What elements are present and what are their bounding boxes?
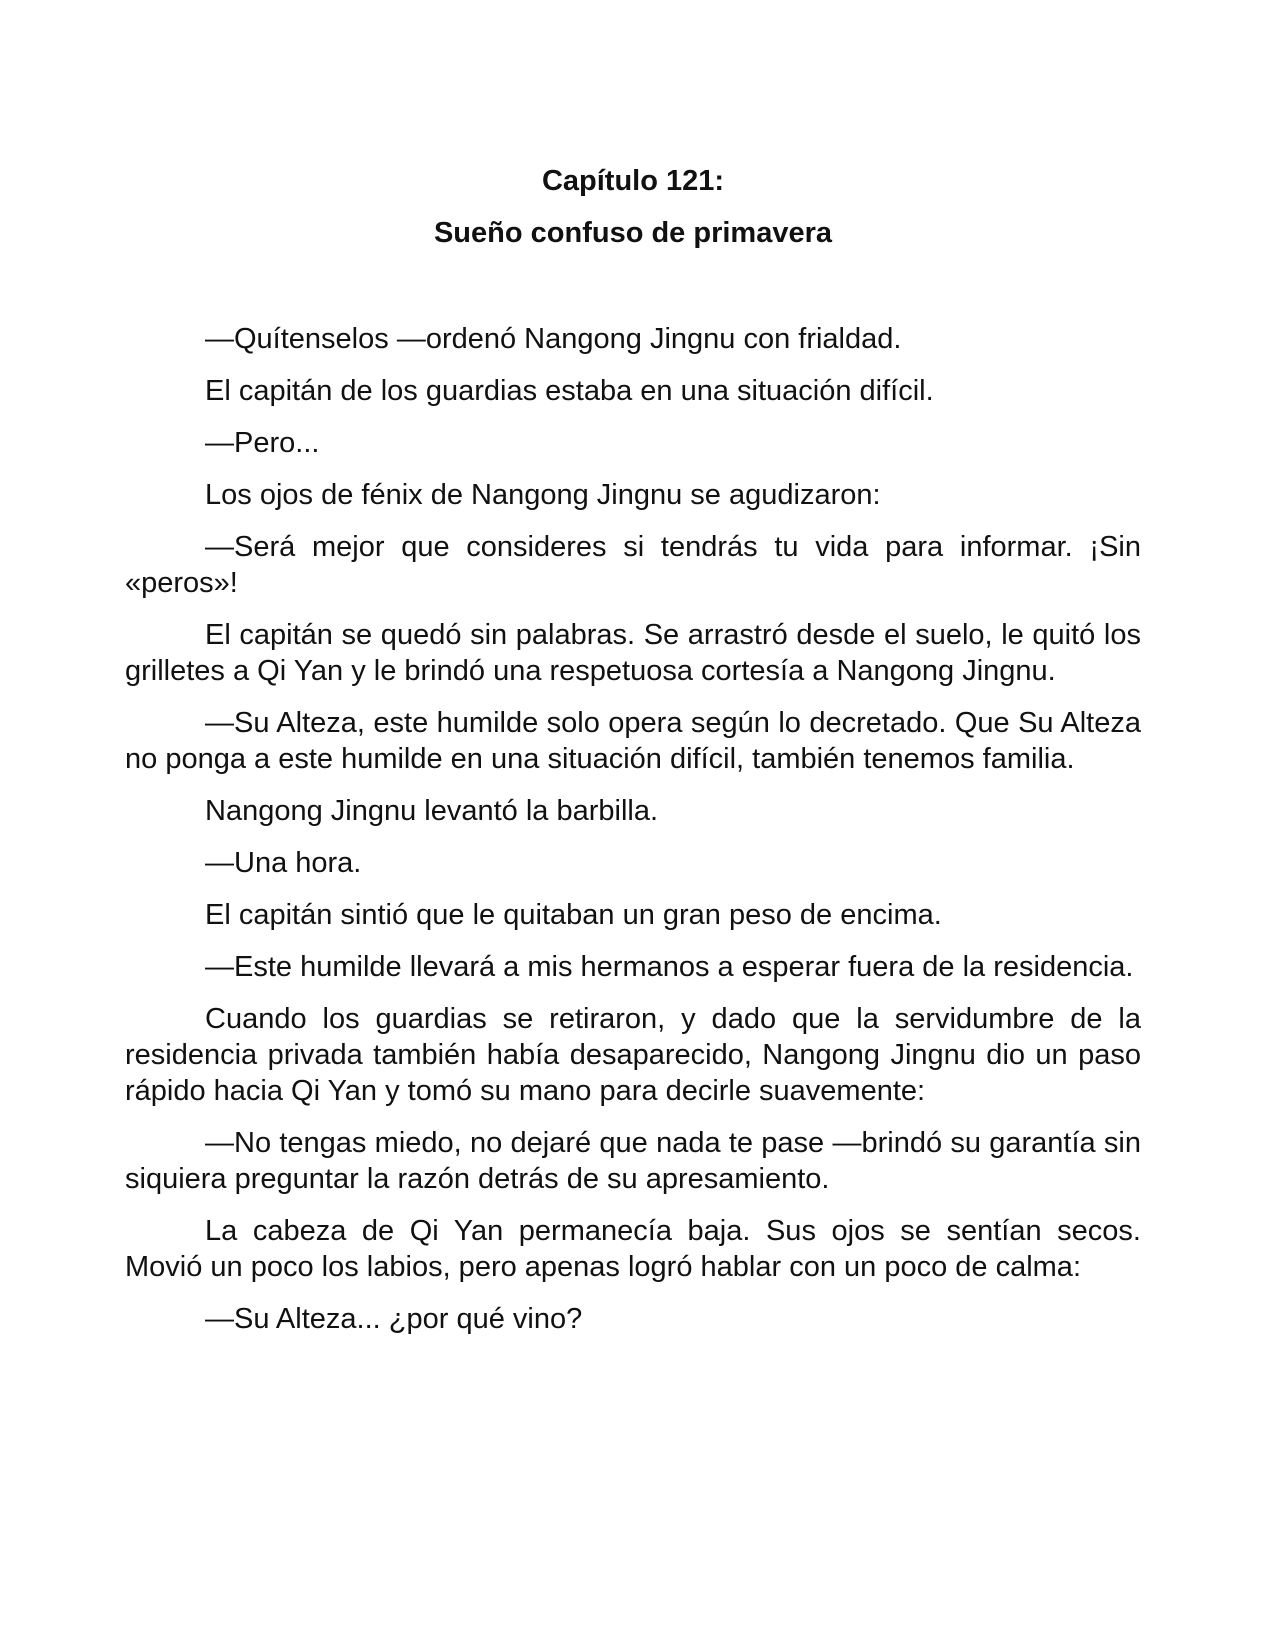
paragraph: El capitán sintió que le quitaban un gran peso de encima. bbox=[205, 899, 942, 931]
paragraph: —Su Alteza, este humilde solo opera según lo decretado. Que Su Alteza no ponga a este humilde en una situación difícil, también tenemos familia. bbox=[125, 707, 1141, 775]
paragraph: —Quítenselos —ordenó Nangong Jingnu con frialdad. bbox=[205, 323, 902, 355]
paragraph: El capitán de los guardias estaba en una situación difícil. bbox=[205, 375, 934, 407]
chapter-name: Sueño confuso de primavera bbox=[433, 217, 833, 249]
chapter-number: Capítulo 121: bbox=[541, 165, 725, 197]
paragraph: —No tengas miedo, no dejaré que nada te pase —brindó su garantía sin siquiera preguntar la razón detrás de su apresamiento. bbox=[125, 1127, 1141, 1195]
paragraph: —Su Alteza... ¿por qué vino? bbox=[205, 1303, 583, 1335]
chapter-title bbox=[125, 155, 1141, 259]
paragraph: Los ojos de fénix de Nangong Jingnu se agudizaron: bbox=[205, 479, 881, 511]
paragraph: —Una hora. bbox=[205, 847, 362, 879]
document-page bbox=[125, 155, 1141, 1353]
chapter-body bbox=[125, 321, 1141, 1337]
paragraph: La cabeza de Qi Yan permanecía baja. Sus ojos se sentían secos. Movió un poco los labios, pero apenas logró hablar con un poco de calma: bbox=[125, 1215, 1141, 1283]
paragraph: Cuando los guardias se retiraron, y dado que la servidumbre de la residencia privada también había desaparecido, Nangong Jingnu dio un paso rápido hacia Qi Yan y tomó su mano para decirle suavemente: bbox=[125, 1003, 1141, 1107]
paragraph: —Pero... bbox=[205, 427, 320, 459]
paragraph: Nangong Jingnu levantó la barbilla. bbox=[205, 795, 659, 827]
paragraph: El capitán se quedó sin palabras. Se arrastró desde el suelo, le quitó los grilletes a Qi Yan y le brindó una respetuosa cortesía a Nangong Jingnu. bbox=[125, 619, 1141, 687]
paragraph: —Será mejor que consideres si tendrás tu vida para informar. ¡Sin «peros»! bbox=[125, 531, 1141, 599]
paragraph: —Este humilde llevará a mis hermanos a esperar fuera de la residencia. bbox=[205, 951, 1134, 983]
